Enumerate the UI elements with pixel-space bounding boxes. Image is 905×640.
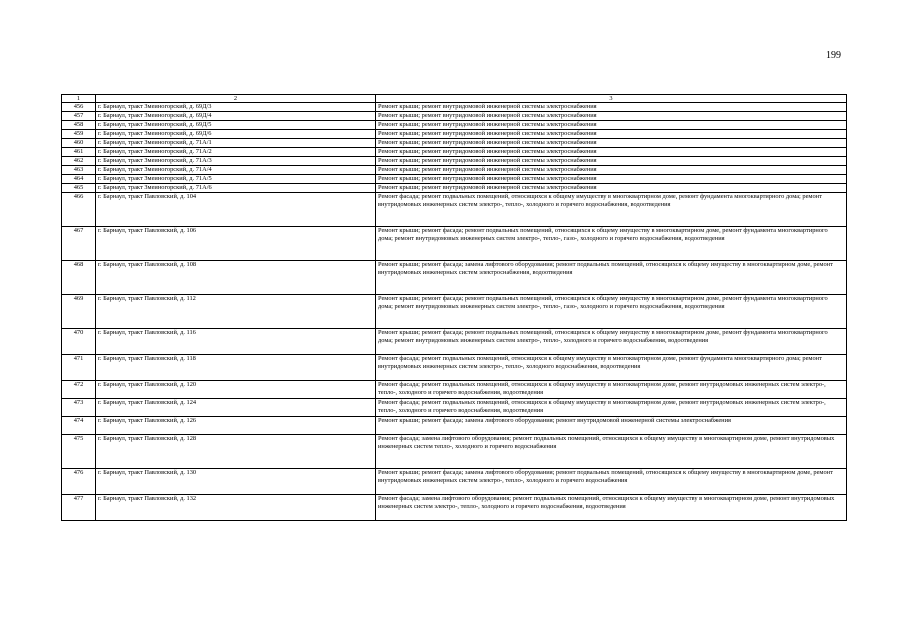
row-address: г. Барнаул, тракт Павловский, д. 128 — [96, 435, 376, 469]
row-number: 474 — [62, 417, 96, 435]
table-row — [62, 381, 847, 399]
table-row — [62, 130, 847, 139]
row-works: Ремонт фасада; ремонт подвальных помещений, относящихся к общему имуществу в многоквартирном доме, ремонт внутридомовых инженерных систем электро-, тепло-, холодного и горячего водоснабжения, водоотведения — [376, 399, 847, 417]
column-header: 2 — [96, 95, 376, 103]
registry-table — [61, 94, 847, 521]
row-works: Ремонт крыши; ремонт внутридомовой инженерной системы электроснабжения — [376, 166, 847, 175]
row-address: г. Барнаул, тракт Павловский, д. 104 — [96, 193, 376, 227]
table-row — [62, 261, 847, 295]
row-address: г. Барнаул, тракт Змеиногорский, д. 71А/2 — [96, 148, 376, 157]
table-row — [62, 157, 847, 166]
table-row — [62, 121, 847, 130]
row-works: Ремонт фасада; замена лифтового оборудования; ремонт подвальных помещений, относящихся к общему имуществу в многоквартирном доме, ремонт внутридомовых инженерных систем тепло-, холодного и горячего водоснабжения — [376, 435, 847, 469]
row-works: Ремонт крыши; ремонт фасада; ремонт подвальных помещений, относящихся к общему имуществу в многоквартирном доме, ремонт фундамента многоквартирного дома; ремонт внутридомовых инженерных систем электро-, тепло-, газо-, холодного и горячего водоснабжения, водоотведения — [376, 227, 847, 261]
column-header: 1 — [62, 95, 96, 103]
page-number: 199 — [826, 50, 841, 61]
row-number: 456 — [62, 103, 96, 112]
row-works: Ремонт крыши; ремонт фасада; ремонт подвальных помещений, относящихся к общему имуществу в многоквартирном доме, ремонт фундамента многоквартирного дома; ремонт внутридомовых инженерных систем электро-, тепло-, газо-, холодного и горячего водоснабжения, водоотведения — [376, 295, 847, 329]
table-row — [62, 435, 847, 469]
row-address: г. Барнаул, тракт Змеиногорский, д. 69Д/6 — [96, 130, 376, 139]
row-works: Ремонт крыши; ремонт внутридомовой инженерной системы электроснабжения — [376, 130, 847, 139]
row-number: 462 — [62, 157, 96, 166]
row-works: Ремонт крыши; ремонт внутридомовой инженерной системы электроснабжения — [376, 157, 847, 166]
row-address: г. Барнаул, тракт Павловский, д. 116 — [96, 329, 376, 355]
row-number: 466 — [62, 193, 96, 227]
row-address: г. Барнаул, тракт Змеиногорский, д. 71А/3 — [96, 157, 376, 166]
row-address: г. Барнаул, тракт Змеиногорский, д. 69Д/5 — [96, 121, 376, 130]
row-number: 467 — [62, 227, 96, 261]
row-address: г. Барнаул, тракт Змеиногорский, д. 69Д/4 — [96, 112, 376, 121]
table-row — [62, 295, 847, 329]
row-number: 469 — [62, 295, 96, 329]
row-number: 470 — [62, 329, 96, 355]
row-number: 468 — [62, 261, 96, 295]
row-works: Ремонт фасада; ремонт подвальных помещений, относящихся к общему имуществу в многоквартирном доме, ремонт фундамента многоквартирного дома; ремонт внутридомовых инженерных систем электро-, тепло-, холодного водоснабжения, водоотведения — [376, 355, 847, 381]
row-address: г. Барнаул, тракт Змеиногорский, д. 71А/6 — [96, 184, 376, 193]
table-row — [62, 103, 847, 112]
row-works: Ремонт крыши; ремонт фасада; ремонт подвальных помещений, относящихся к общему имуществу в многоквартирном доме, ремонт фундамента многоквартирного дома; ремонт внутридомовых инженерных систем электро-, тепло-, холодного и горячего водоснабжения, водоотведения — [376, 329, 847, 355]
row-works: Ремонт крыши; ремонт внутридомовой инженерной системы электроснабжения — [376, 121, 847, 130]
table-row — [62, 193, 847, 227]
row-number: 472 — [62, 381, 96, 399]
row-address: г. Барнаул, тракт Змеиногорский, д. 71А/5 — [96, 175, 376, 184]
table-body — [62, 103, 847, 521]
row-address: г. Барнаул, тракт Павловский, д. 108 — [96, 261, 376, 295]
row-address: г. Барнаул, тракт Змеиногорский, д. 71А/4 — [96, 166, 376, 175]
row-address: г. Барнаул, тракт Павловский, д. 112 — [96, 295, 376, 329]
column-header: 3 — [376, 95, 847, 103]
row-address: г. Барнаул, тракт Павловский, д. 106 — [96, 227, 376, 261]
row-number: 465 — [62, 184, 96, 193]
row-number: 459 — [62, 130, 96, 139]
row-works: Ремонт крыши; ремонт внутридомовой инженерной системы электроснабжения — [376, 175, 847, 184]
row-number: 458 — [62, 121, 96, 130]
row-number: 461 — [62, 148, 96, 157]
row-works: Ремонт фасада; замена лифтового оборудования; ремонт подвальных помещений, относящихся к общему имуществу в многоквартирном доме, ремонт внутридомовых инженерных систем электро-, тепло-, холодного и горячего водоснабжения, водоотведения — [376, 495, 847, 521]
row-number: 473 — [62, 399, 96, 417]
row-works: Ремонт крыши; ремонт фасада; замена лифтового оборудования; ремонт внутридомовой инженерной системы электроснабжения — [376, 417, 847, 435]
table-row — [62, 227, 847, 261]
row-address: г. Барнаул, тракт Павловский, д. 130 — [96, 469, 376, 495]
row-number: 464 — [62, 175, 96, 184]
row-address: г. Барнаул, тракт Павловский, д. 132 — [96, 495, 376, 521]
row-address: г. Барнаул, тракт Павловский, д. 124 — [96, 399, 376, 417]
row-number: 476 — [62, 469, 96, 495]
row-address: г. Барнаул, тракт Павловский, д. 126 — [96, 417, 376, 435]
row-works: Ремонт крыши; ремонт внутридомовой инженерной системы электроснабжения — [376, 112, 847, 121]
row-number: 460 — [62, 139, 96, 148]
row-number: 463 — [62, 166, 96, 175]
table-row — [62, 139, 847, 148]
row-works: Ремонт крыши; ремонт внутридомовой инженерной системы электроснабжения — [376, 148, 847, 157]
table-row — [62, 469, 847, 495]
table-row — [62, 329, 847, 355]
table-row — [62, 166, 847, 175]
table-row — [62, 495, 847, 521]
table-row — [62, 148, 847, 157]
row-number: 457 — [62, 112, 96, 121]
table-header — [62, 95, 847, 103]
row-works: Ремонт фасада; ремонт подвальных помещений, относящихся к общему имуществу в многоквартирном доме, ремонт фундамента многоквартирного дома; ремонт внутридомовых инженерных систем электро-, тепло-, холодного и горячего водоснабжения, водоотведения — [376, 193, 847, 227]
row-number: 471 — [62, 355, 96, 381]
table-row — [62, 355, 847, 381]
row-number: 475 — [62, 435, 96, 469]
row-address: г. Барнаул, тракт Павловский, д. 118 — [96, 355, 376, 381]
table-row — [62, 112, 847, 121]
row-works: Ремонт крыши; ремонт внутридомовой инженерной системы электроснабжения — [376, 184, 847, 193]
table-row — [62, 417, 847, 435]
row-address: г. Барнаул, тракт Змеиногорский, д. 71А/1 — [96, 139, 376, 148]
row-works: Ремонт фасада; ремонт подвальных помещений, относящихся к общему имуществу в многоквартирном доме, ремонт внутридомовых инженерных систем электро-, тепло-, холодного и горячего водоснабжения, водоотведения — [376, 381, 847, 399]
row-works: Ремонт крыши; ремонт фасада; замена лифтового оборудования; ремонт подвальных помещений, относящихся к общему имуществу в многоквартирном доме, ремонт внутридомовых инженерных систем электроснабжения, водоотведения — [376, 261, 847, 295]
table-row — [62, 184, 847, 193]
row-number: 477 — [62, 495, 96, 521]
table-row — [62, 399, 847, 417]
row-works: Ремонт крыши; ремонт внутридомовой инженерной системы электроснабжения — [376, 103, 847, 112]
row-address: г. Барнаул, тракт Змеиногорский, д. 69Д/3 — [96, 103, 376, 112]
row-address: г. Барнаул, тракт Павловский, д. 120 — [96, 381, 376, 399]
table-row — [62, 175, 847, 184]
row-works: Ремонт крыши; ремонт фасада; замена лифтового оборудования; ремонт подвальных помещений, относящихся к общему имуществу в многоквартирном доме, ремонт внутридомовых инженерных систем электро-, тепло-, холодного и горячего водоснабжения — [376, 469, 847, 495]
row-works: Ремонт крыши; ремонт внутридомовой инженерной системы электроснабжения — [376, 139, 847, 148]
